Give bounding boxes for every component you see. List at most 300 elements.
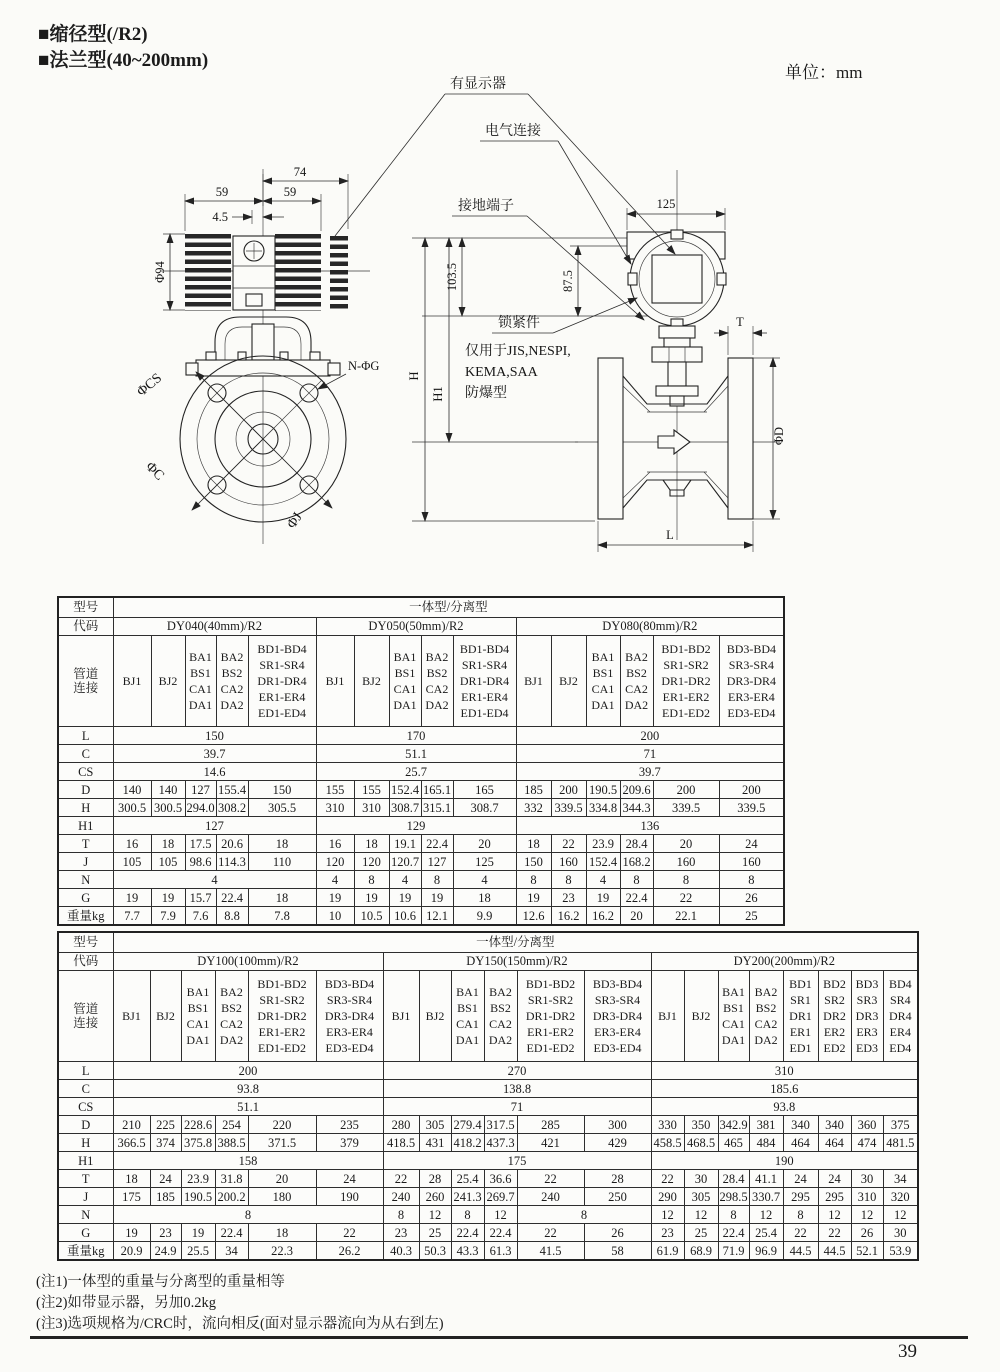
spec-cell: 8	[517, 1206, 651, 1224]
code-cell: DY200(200mm)/R2	[651, 953, 918, 971]
spec-cell: 295	[783, 1188, 818, 1206]
dim-59-left: 59	[215, 185, 229, 199]
spec-cell: 34	[215, 1242, 248, 1261]
spec-cell: 30	[883, 1224, 918, 1242]
spec-cell: 16.2	[586, 907, 620, 926]
spec-cell: 44.5	[783, 1242, 818, 1261]
spec-cell: 22.4	[451, 1224, 484, 1242]
spec-cell: 18	[248, 835, 316, 853]
spec-cell: 155	[316, 781, 354, 799]
spec-cell: 168.2	[620, 853, 653, 871]
spec-cell: 465	[718, 1134, 749, 1152]
spec-cell: 200	[719, 781, 784, 799]
conn-cell: BJ1	[383, 971, 419, 1062]
row-label: T	[58, 1170, 113, 1188]
row-label: J	[58, 853, 113, 871]
spec-cell: 22	[653, 889, 719, 907]
spec-cell: 61.9	[651, 1242, 684, 1261]
spec-cell: 340	[818, 1116, 851, 1134]
spec-cell: 16	[316, 835, 354, 853]
spec-cell: 12.6	[516, 907, 551, 926]
row-label: 管道 连接	[58, 971, 113, 1062]
row-label: CS	[58, 1098, 113, 1116]
spec-cell: 12	[851, 1206, 883, 1224]
spec-cell: 26	[584, 1224, 651, 1242]
spec-cell: 22	[517, 1224, 584, 1242]
row-label: L	[58, 727, 113, 745]
spec-cell: 19.1	[389, 835, 421, 853]
spec-cell: 22	[517, 1170, 584, 1188]
dim-h1: H1	[431, 386, 445, 402]
spec-cell: 200	[113, 1062, 383, 1080]
spec-cell: 114.3	[216, 853, 248, 871]
spec-cell: 250	[584, 1188, 651, 1206]
spec-cell: 344.3	[620, 799, 653, 817]
spec-cell: 240	[517, 1188, 584, 1206]
spec-row	[58, 835, 784, 853]
spec-cell: 26.2	[316, 1242, 383, 1261]
spec-cell: 241.3	[451, 1188, 484, 1206]
spec-row	[58, 799, 784, 817]
spec-cell: 30	[851, 1170, 883, 1188]
dim-4-5: 4.5	[212, 210, 228, 224]
spec-cell: 24	[150, 1170, 181, 1188]
spec-cell: 340	[783, 1116, 818, 1134]
spec-cell: 305	[419, 1116, 451, 1134]
spec-cell: 24	[719, 835, 784, 853]
spec-cell: 20	[620, 907, 653, 926]
spec-cell: 22.4	[421, 835, 453, 853]
spec-cell: 270	[383, 1062, 651, 1080]
spec-cell: 300.5	[151, 799, 185, 817]
spec-row	[58, 1170, 918, 1188]
conn-cell: BA2 BS2 CA2 DA2	[620, 636, 653, 727]
title-line-1: ■缩径型(/R2)	[38, 24, 148, 45]
spec-cell: 23.9	[181, 1170, 215, 1188]
spec-cell: 7.9	[151, 907, 185, 926]
spec-cell: 19	[354, 889, 389, 907]
spec-cell: 200.2	[215, 1188, 248, 1206]
spec-cell: 71	[516, 745, 784, 763]
spec-cell: 339.5	[719, 799, 784, 817]
conn-cell: BJ1	[316, 636, 354, 727]
row-label: 管道 连接	[58, 636, 113, 727]
spec-cell: 26	[851, 1224, 883, 1242]
spec-cell: 23	[651, 1224, 684, 1242]
spec-cell: 458.5	[651, 1134, 684, 1152]
spec-cell: 308.7	[453, 799, 516, 817]
spec-cell: 71	[383, 1098, 651, 1116]
spec-cell: 254	[215, 1116, 248, 1134]
dim-phi-j: ΦJ	[284, 510, 306, 532]
spec-cell: 228.6	[181, 1116, 215, 1134]
callout-ground-label: 接地端子	[458, 199, 514, 214]
footnote-3: (注3)选项规格为/CRC时，流向相反(面对显示器流向为从右到左)	[36, 1316, 444, 1332]
spec-cell: 190.5	[181, 1188, 215, 1206]
spec-cell: 25	[684, 1224, 718, 1242]
dim-l: L	[666, 528, 674, 542]
spec-cell: 19	[113, 889, 151, 907]
spec-cell: 138.8	[383, 1080, 651, 1098]
spec-cell: 16.2	[551, 907, 586, 926]
code-cell: DY150(150mm)/R2	[383, 953, 651, 971]
spec-cell: 320	[883, 1188, 918, 1206]
spec-cell: 20	[653, 835, 719, 853]
spec-cell: 332	[516, 799, 551, 817]
spec-cell: 310	[851, 1188, 883, 1206]
spec-cell: 8	[719, 871, 784, 889]
spec-cell: 18	[248, 1224, 316, 1242]
conn-cell: BJ2	[419, 971, 451, 1062]
spec-cell: 315.1	[421, 799, 453, 817]
spec-cell: 110	[248, 853, 316, 871]
conn-cell: BA2 BS2 CA2 DA2	[749, 971, 783, 1062]
spec-row	[58, 727, 784, 745]
conn-cell: BA1 BS1 CA1 DA1	[586, 636, 620, 727]
spec-cell: 165	[453, 781, 516, 799]
conn-cell: BJ1	[651, 971, 684, 1062]
spec-cell: 36.6	[484, 1170, 517, 1188]
code-row	[58, 953, 918, 971]
spec-row	[58, 1242, 918, 1261]
spec-cell: 468.5	[684, 1134, 718, 1152]
dim-n-phi-g: N-ΦG	[348, 359, 380, 373]
conn-cell: BD2 SR2 DR2 ER2 ED2	[818, 971, 851, 1062]
spec-cell: 52.1	[851, 1242, 883, 1261]
code-row	[58, 618, 784, 636]
spec-cell: 330.7	[749, 1188, 783, 1206]
dim-phi-c: ΦC	[142, 459, 167, 484]
spec-cell: 300.5	[113, 799, 151, 817]
spec-cell: 28.4	[620, 835, 653, 853]
spec-cell: 429	[584, 1134, 651, 1152]
spec-row	[58, 763, 784, 781]
spec-cell: 17.5	[185, 835, 216, 853]
code-cell: DY050(50mm)/R2	[316, 618, 516, 636]
spec-cell: 175	[383, 1152, 651, 1170]
row-label: 代码	[58, 953, 113, 971]
spec-cell: 8	[421, 871, 453, 889]
dim-phi-94: Φ94	[153, 261, 167, 283]
spec-cell: 200	[653, 781, 719, 799]
spec-cell: 125	[453, 853, 516, 871]
spec-cell: 240	[383, 1188, 419, 1206]
callout-lock-note-3: 防爆型	[465, 386, 507, 401]
spec-cell: 41.5	[517, 1242, 584, 1261]
spec-cell: 279.4	[451, 1116, 484, 1134]
spec-cell: 105	[113, 853, 151, 871]
spec-cell: 155	[354, 781, 389, 799]
footnote-2: (注2)如带显示器，另加0.2kg	[36, 1295, 217, 1311]
spec-row	[58, 853, 784, 871]
spec-cell: 25	[419, 1224, 451, 1242]
row-label: H	[58, 1134, 113, 1152]
spec-cell: 330	[651, 1116, 684, 1134]
spec-cell: 12	[749, 1206, 783, 1224]
spec-cell: 26	[719, 889, 784, 907]
code-cell: DY080(80mm)/R2	[516, 618, 784, 636]
spec-cell: 160	[653, 853, 719, 871]
spec-cell: 58	[584, 1242, 651, 1261]
spec-cell: 23	[383, 1224, 419, 1242]
spec-cell: 421	[517, 1134, 584, 1152]
conn-cell: BJ2	[150, 971, 181, 1062]
spec-cell: 379	[316, 1134, 383, 1152]
conn-cell: BA2 BS2 CA2 DA2	[216, 636, 248, 727]
row-label: H	[58, 799, 113, 817]
spec-cell: 464	[818, 1134, 851, 1152]
spec-cell: 310	[651, 1062, 918, 1080]
conn-cell: BA2 BS2 CA2 DA2	[421, 636, 453, 727]
spec-cell: 295	[818, 1188, 851, 1206]
spec-cell: 41.1	[749, 1170, 783, 1188]
spec-cell: 12.1	[421, 907, 453, 926]
spec-cell: 158	[113, 1152, 383, 1170]
spec-cell: 175	[113, 1188, 150, 1206]
spec-cell: 23	[150, 1224, 181, 1242]
spec-cell: 19	[181, 1224, 215, 1242]
spec-row	[58, 745, 784, 763]
spec-cell: 190.5	[586, 781, 620, 799]
spec-cell: 7.6	[185, 907, 216, 926]
spec-cell: 12	[651, 1206, 684, 1224]
spec-cell: 140	[113, 781, 151, 799]
spec-cell: 22	[383, 1170, 419, 1188]
spec-cell: 8	[718, 1206, 749, 1224]
spec-cell: 180	[248, 1188, 316, 1206]
conn-cell: BA1 BS1 CA1 DA1	[389, 636, 421, 727]
spec-cell: 4	[586, 871, 620, 889]
footnotes	[36, 1272, 444, 1335]
spec-row	[58, 1224, 918, 1242]
spec-cell: 308.7	[389, 799, 421, 817]
spec-cell: 140	[151, 781, 185, 799]
spec-cell: 152.4	[389, 781, 421, 799]
dim-125: 125	[656, 197, 676, 211]
spec-cell: 129	[316, 817, 516, 835]
footer-rule	[30, 1336, 968, 1339]
dim-t: T	[736, 315, 744, 329]
model-row	[58, 597, 784, 618]
conn-cell: BD3-BD4 SR3-SR4 DR3-DR4 ER3-ER4 ED3-ED4	[316, 971, 383, 1062]
row-label: G	[58, 1224, 113, 1242]
unit-label: 单位：mm	[785, 63, 863, 82]
spec-cell: 136	[516, 817, 784, 835]
spec-cell: 150	[516, 853, 551, 871]
spec-cell: 160	[719, 853, 784, 871]
conn-cell: BD1-BD4 SR1-SR4 DR1-DR4 ER1-ER4 ED1-ED4	[453, 636, 516, 727]
spec-cell: 160	[551, 853, 586, 871]
spec-cell: 22.4	[216, 889, 248, 907]
spec-cell: 25.4	[451, 1170, 484, 1188]
spec-cell: 317.5	[484, 1116, 517, 1134]
spec-cell: 300	[584, 1116, 651, 1134]
spec-row	[58, 871, 784, 889]
row-label: 代码	[58, 618, 113, 636]
spec-cell: 4	[389, 871, 421, 889]
spec-cell: 8	[354, 871, 389, 889]
conn-row	[58, 636, 784, 727]
spec-cell: 339.5	[653, 799, 719, 817]
spec-cell: 53.9	[883, 1242, 918, 1261]
spec-cell: 22.4	[215, 1224, 248, 1242]
spec-cell: 23.9	[586, 835, 620, 853]
spec-cell: 22.4	[620, 889, 653, 907]
spec-cell: 19	[389, 889, 421, 907]
code-cell: DY100(100mm)/R2	[113, 953, 383, 971]
spec-cell: 381	[749, 1116, 783, 1134]
conn-cell: BD1-BD2 SR1-SR2 DR1-DR2 ER1-ER2 ED1-ED2	[517, 971, 584, 1062]
row-label: L	[58, 1062, 113, 1080]
spec-cell: 18	[453, 889, 516, 907]
spec-cell: 71.9	[718, 1242, 749, 1261]
spec-cell: 9.9	[453, 907, 516, 926]
spec-cell: 40.3	[383, 1242, 419, 1261]
conn-cell: BD1-BD2 SR1-SR2 DR1-DR2 ER1-ER2 ED1-ED2	[248, 971, 316, 1062]
spec-cell: 152.4	[586, 853, 620, 871]
spec-cell: 105	[151, 853, 185, 871]
row-label: 型号	[58, 932, 113, 953]
row-label: T	[58, 835, 113, 853]
spec-cell: 19	[316, 889, 354, 907]
dim-phi-d: ΦD	[772, 426, 786, 446]
spec-cell: 25.5	[181, 1242, 215, 1261]
callout-electric-label: 电气连接	[485, 124, 541, 139]
spec-cell: 127	[113, 817, 316, 835]
spec-cell: 170	[316, 727, 516, 745]
spec-cell: 305.5	[248, 799, 316, 817]
model-value: 一体型/分离型	[113, 932, 918, 953]
page-title	[38, 22, 208, 74]
conn-cell: BA1 BS1 CA1 DA1	[451, 971, 484, 1062]
conn-cell: BD4 SR4 DR4 ER4 ED4	[883, 971, 918, 1062]
spec-table-40-80	[57, 596, 785, 926]
spec-cell: 235	[316, 1116, 383, 1134]
spec-cell: 98.6	[185, 853, 216, 871]
spec-cell: 20.6	[216, 835, 248, 853]
spec-cell: 210	[113, 1116, 150, 1134]
conn-cell: BA1 BS1 CA1 DA1	[185, 636, 216, 727]
spec-cell: 360	[851, 1116, 883, 1134]
spec-cell: 310	[354, 799, 389, 817]
row-label: CS	[58, 763, 113, 781]
spec-cell: 10.5	[354, 907, 389, 926]
spec-cell: 374	[150, 1134, 181, 1152]
spec-cell: 18	[113, 1170, 150, 1188]
spec-cell: 8	[783, 1206, 818, 1224]
spec-cell: 371.5	[248, 1134, 316, 1152]
spec-cell: 25.7	[316, 763, 516, 781]
spec-row	[58, 1188, 918, 1206]
conn-cell: BA1 BS1 CA1 DA1	[718, 971, 749, 1062]
spec-row	[58, 1134, 918, 1152]
spec-cell: 30	[684, 1170, 718, 1188]
spec-row	[58, 1206, 918, 1224]
spec-row	[58, 1152, 918, 1170]
row-label: 重量kg	[58, 1242, 113, 1261]
spec-cell: 18	[516, 835, 551, 853]
spec-cell: 484	[749, 1134, 783, 1152]
spec-table-100-200	[57, 931, 919, 1261]
spec-cell: 8	[451, 1206, 484, 1224]
spec-cell: 280	[383, 1116, 419, 1134]
title-line-2: ■法兰型(40~200mm)	[38, 50, 209, 71]
spec-cell: 25.4	[749, 1224, 783, 1242]
spec-cell: 225	[150, 1116, 181, 1134]
spec-row	[58, 1062, 918, 1080]
row-label: 重量kg	[58, 907, 113, 926]
spec-cell: 260	[419, 1188, 451, 1206]
spec-cell: 12	[818, 1206, 851, 1224]
conn-cell: BJ2	[551, 636, 586, 727]
spec-cell: 12	[484, 1206, 517, 1224]
spec-cell: 366.5	[113, 1134, 150, 1152]
spec-cell: 8	[383, 1206, 419, 1224]
conn-cell: BD3-BD4 SR3-SR4 DR3-DR4 ER3-ER4 ED3-ED4	[719, 636, 784, 727]
row-label: N	[58, 871, 113, 889]
spec-cell: 220	[248, 1116, 316, 1134]
callout-lock-note-1: 仅用于JIS,NESPI,	[465, 344, 571, 359]
spec-cell: 4	[453, 871, 516, 889]
spec-cell: 20	[453, 835, 516, 853]
spec-cell: 25	[719, 907, 784, 926]
spec-cell: 209.6	[620, 781, 653, 799]
conn-cell: BA1 BS1 CA1 DA1	[181, 971, 215, 1062]
spec-cell: 22.3	[248, 1242, 316, 1261]
spec-cell: 28.4	[718, 1170, 749, 1188]
row-label: C	[58, 1080, 113, 1098]
spec-cell: 185	[150, 1188, 181, 1206]
spec-cell: 150	[113, 727, 316, 745]
spec-cell: 127	[185, 781, 216, 799]
spec-cell: 15.7	[185, 889, 216, 907]
spec-cell: 8.8	[216, 907, 248, 926]
spec-cell: 14.6	[113, 763, 316, 781]
spec-cell: 24	[316, 1170, 383, 1188]
spec-cell: 388.5	[215, 1134, 248, 1152]
spec-cell: 190	[316, 1188, 383, 1206]
row-label: H1	[58, 817, 113, 835]
spec-cell: 22	[651, 1170, 684, 1188]
spec-cell: 155.4	[216, 781, 248, 799]
spec-cell: 298.5	[718, 1188, 749, 1206]
spec-cell: 481.5	[883, 1134, 918, 1152]
spec-cell: 22.4	[484, 1224, 517, 1242]
spec-cell: 12	[883, 1206, 918, 1224]
spec-cell: 12	[419, 1206, 451, 1224]
conn-cell: BD1-BD2 SR1-SR2 DR1-DR2 ER1-ER2 ED1-ED2	[653, 636, 719, 727]
dim-103-5: 103.5	[445, 262, 459, 292]
dimension-diagram-svg	[30, 74, 970, 588]
spec-cell: 61.3	[484, 1242, 517, 1261]
row-label: G	[58, 889, 113, 907]
spec-cell: 24.9	[150, 1242, 181, 1261]
front-view	[134, 165, 379, 544]
spec-cell: 68.9	[684, 1242, 718, 1261]
row-label: D	[58, 1116, 113, 1134]
spec-cell: 20	[248, 1170, 316, 1188]
spec-cell: 22.1	[653, 907, 719, 926]
callout-lock-label: 锁紧件	[498, 316, 540, 331]
spec-cell: 22	[316, 1224, 383, 1242]
spec-cell: 7.7	[113, 907, 151, 926]
row-label: J	[58, 1188, 113, 1206]
conn-row	[58, 971, 918, 1062]
spec-cell: 200	[551, 781, 586, 799]
spec-cell: 305	[684, 1188, 718, 1206]
spec-cell: 34	[883, 1170, 918, 1188]
model-row	[58, 932, 918, 953]
